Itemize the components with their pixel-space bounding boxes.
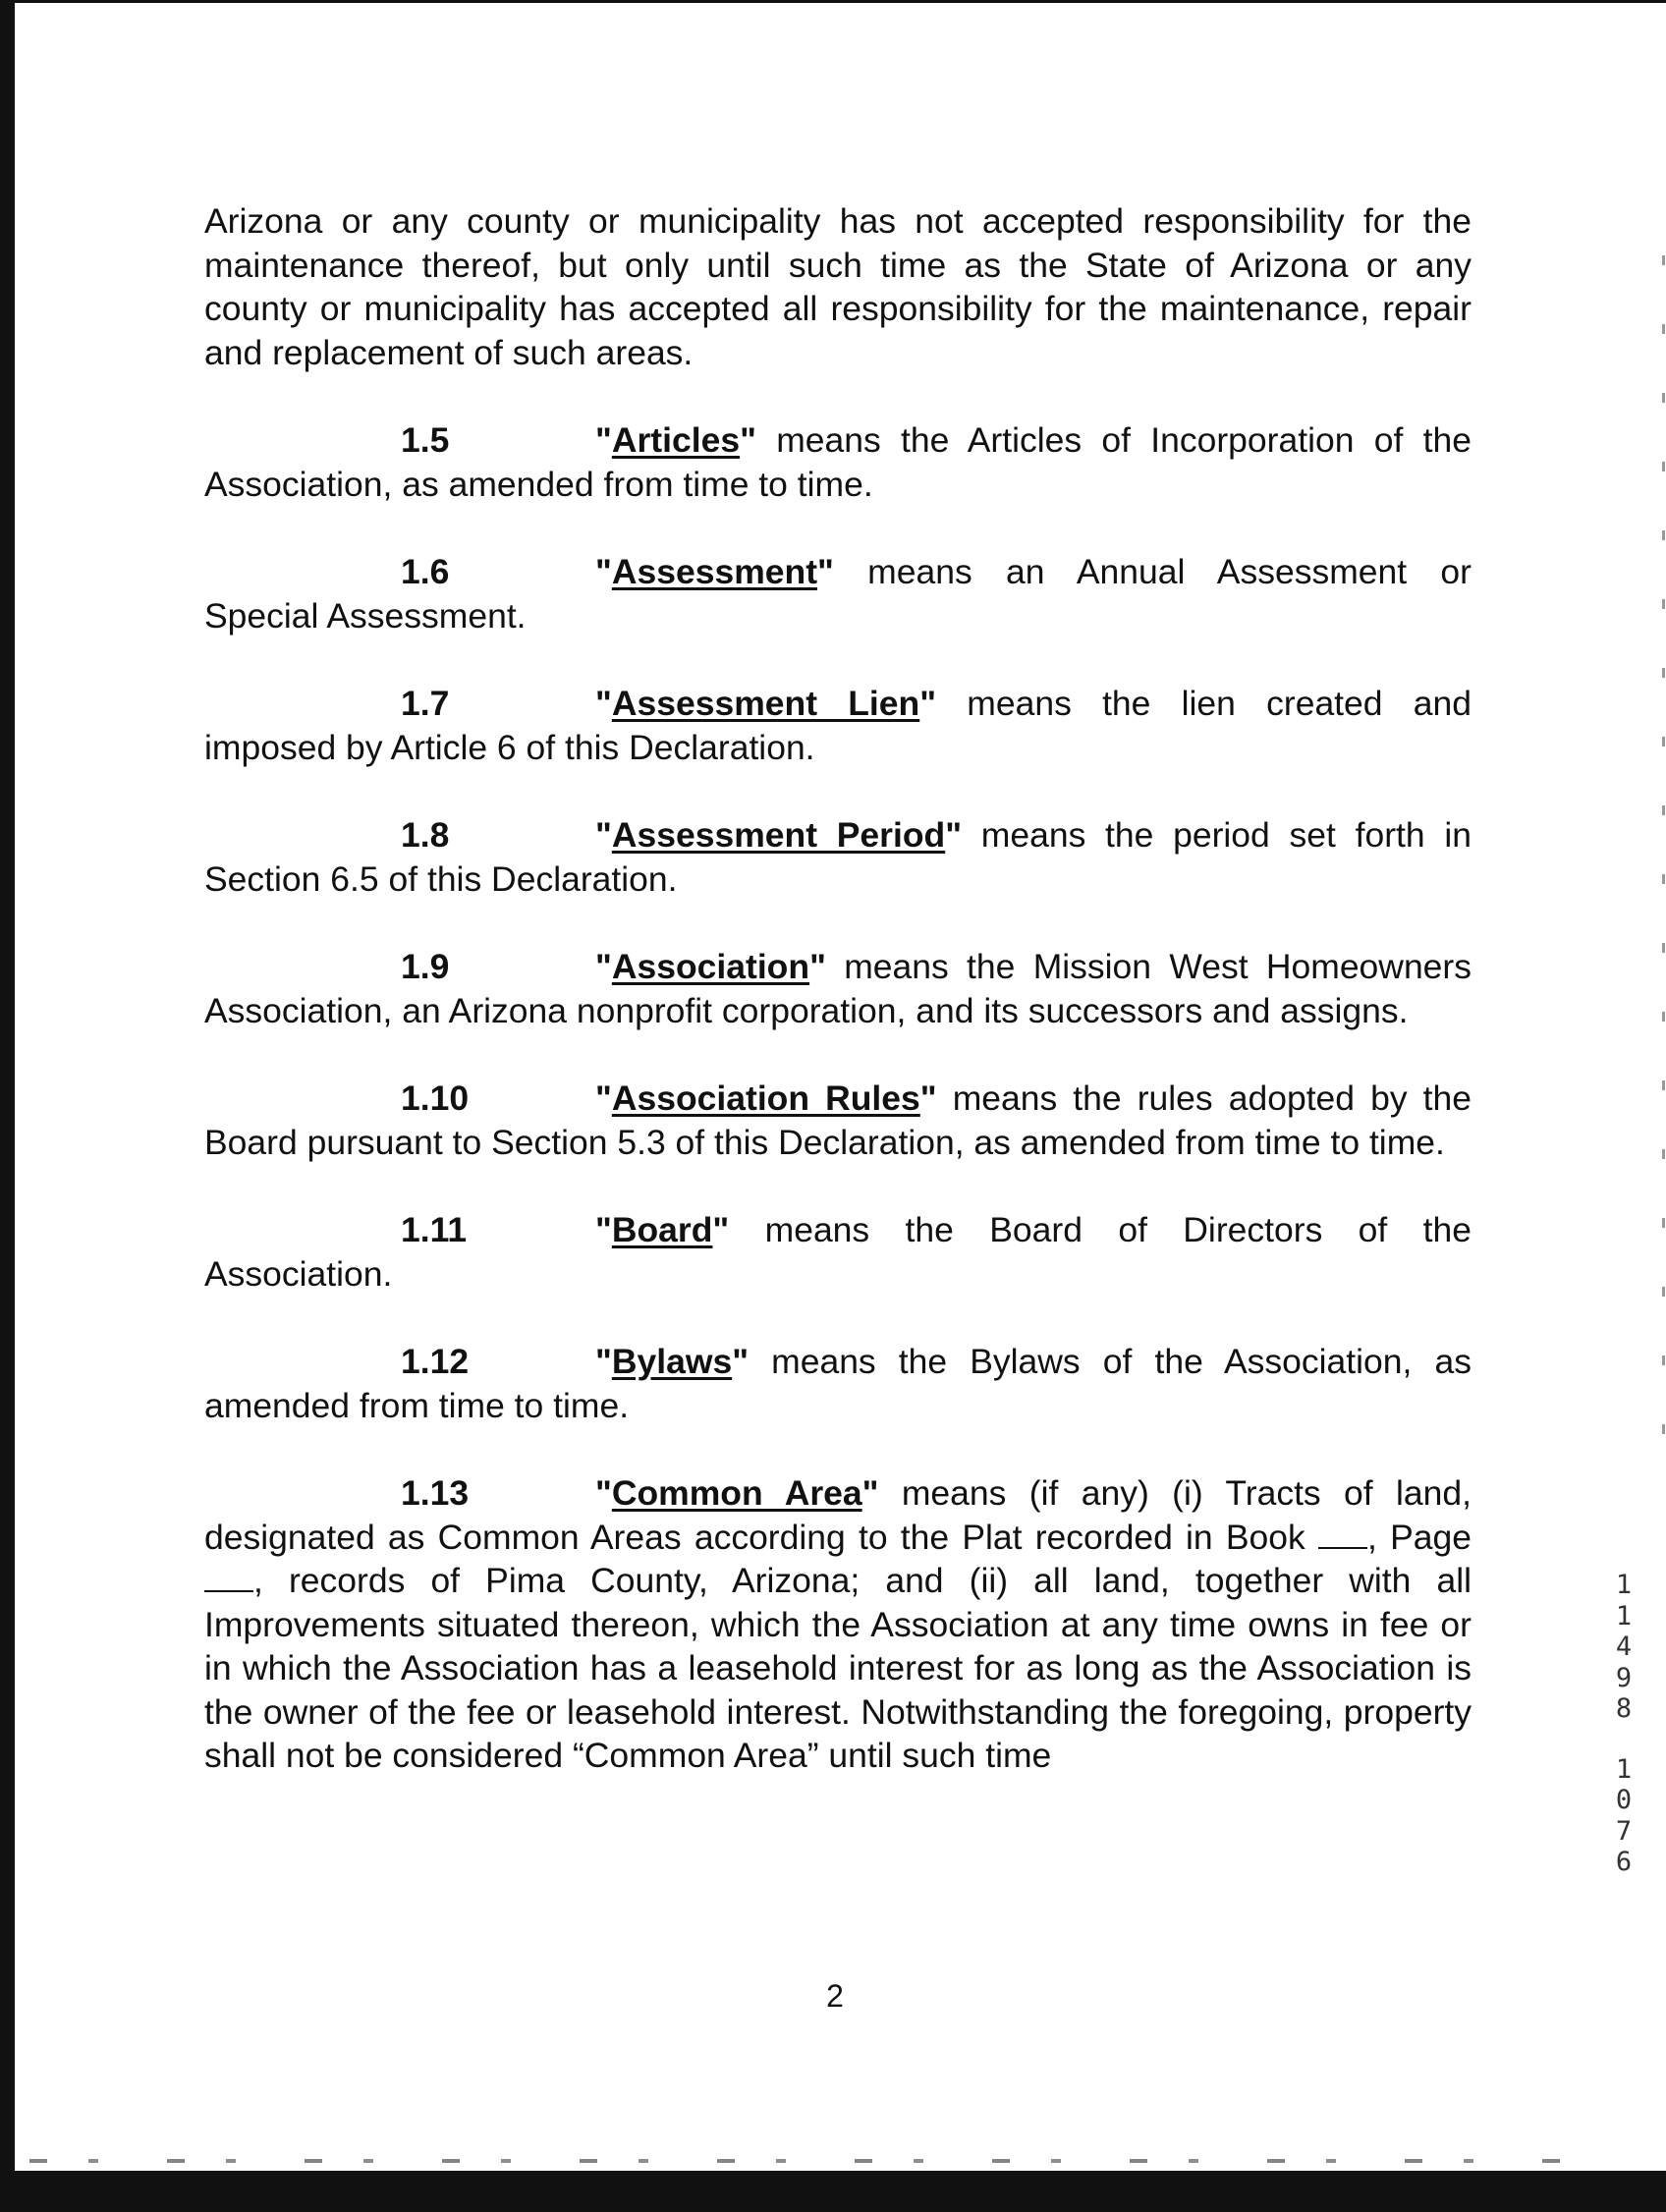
section-number: 1.7 bbox=[401, 684, 450, 723]
defined-term: "Bylaws" bbox=[595, 1342, 750, 1381]
section-number: 1.5 bbox=[401, 420, 450, 460]
definition-text: means the rules adopted by the Board pursuant to Section 5.3 of this Declaration, as amended from time to time. bbox=[204, 1078, 1472, 1162]
definition-1-8 bbox=[204, 813, 1472, 901]
stamp-digit: 1 bbox=[1615, 1753, 1633, 1785]
section-number: 1.6 bbox=[401, 552, 450, 591]
section-number: 1.10 bbox=[401, 1078, 470, 1118]
defined-term: "Association" bbox=[595, 947, 826, 986]
stamp-digit: 9 bbox=[1615, 1662, 1633, 1693]
definition-text: , records of Pima County, Arizona; and (ii) all land, together with all Improvements situated thereon, which the Association at any time owns in fee or in which the Association has a leasehold interest for as long as the Association is the owner of the fee or leasehold interest. Notwithstanding the foregoing, property shall not be considered “Common Area” until such time bbox=[204, 1561, 1472, 1775]
defined-term: "Assessment Lien" bbox=[595, 684, 937, 723]
definition-1-10 bbox=[204, 1077, 1472, 1164]
definition-text: means the Board of Directors of the Association. bbox=[204, 1210, 1472, 1294]
defined-term: "Association Rules" bbox=[595, 1078, 937, 1118]
scan-border-left bbox=[0, 0, 15, 2212]
defined-term: "Board" bbox=[595, 1210, 730, 1249]
definition-1-9 bbox=[204, 945, 1472, 1032]
definition-1-11 bbox=[204, 1208, 1472, 1296]
stamp-digit: 1 bbox=[1615, 1570, 1633, 1600]
definition-text: means the Mission West Homeowners Association, an Arizona nonprofit corporation, and its successors and assigns. bbox=[204, 947, 1472, 1030]
defined-term: "Common Area" bbox=[595, 1473, 879, 1513]
definition-text: means an Annual Assessment or Special Assessment. bbox=[204, 552, 1472, 636]
defined-term: "Articles" bbox=[595, 420, 756, 460]
recording-stamp bbox=[1611, 1570, 1637, 1878]
definition-1-12 bbox=[204, 1340, 1472, 1427]
section-number: 1.13 bbox=[401, 1473, 470, 1513]
stamp-digit: 4 bbox=[1615, 1631, 1633, 1662]
definition-text: means the lien created and imposed by Article 6 of this Declaration. bbox=[204, 684, 1472, 767]
section-number: 1.9 bbox=[401, 947, 450, 986]
scan-noise-right bbox=[1662, 255, 1665, 1434]
stamp-digit: 6 bbox=[1615, 1847, 1633, 1877]
page-blank-line bbox=[204, 1561, 253, 1592]
definition-1-13 bbox=[204, 1471, 1472, 1778]
definition-text: , Page bbox=[1367, 1517, 1472, 1557]
definition-text: means the period set forth in Section 6.5 of this Declaration. bbox=[204, 815, 1472, 899]
definition-1-7 bbox=[204, 682, 1472, 769]
stamp-digit: 8 bbox=[1615, 1693, 1633, 1724]
definition-text: means the Bylaws of the Association, as amended from time to time. bbox=[204, 1342, 1472, 1425]
stamp-digit: 7 bbox=[1615, 1815, 1633, 1847]
defined-term: "Assessment Period" bbox=[595, 815, 963, 855]
definition-1-5 bbox=[204, 418, 1472, 506]
section-number: 1.11 bbox=[401, 1210, 468, 1249]
continuation-paragraph: Arizona or any county or municipality has not accepted responsibility for the maintenance thereof, but only until such time as the State of Arizona or any county or municipality has accepted all responsibility for the maintenance, repair and replacement of such areas. bbox=[204, 201, 1472, 372]
stamp-gap bbox=[1611, 1725, 1637, 1754]
scan-noise-bottom bbox=[29, 2159, 1582, 2163]
book-blank-line bbox=[1318, 1518, 1367, 1549]
section-number: 1.8 bbox=[401, 815, 450, 855]
definition-text: means (if any) (i) Tracts of land, designated as Common Areas according to the Plat recorded in Book bbox=[204, 1473, 1472, 1557]
section-number: 1.12 bbox=[401, 1342, 470, 1381]
document-body bbox=[204, 199, 1472, 1822]
scan-border-top bbox=[0, 0, 1666, 3]
definition-text: means the Articles of Incorporation of the Association, as amended from time to time. bbox=[204, 420, 1472, 504]
defined-term: "Assessment" bbox=[595, 552, 834, 591]
page-number: 2 bbox=[826, 1978, 844, 2014]
definition-1-6 bbox=[204, 550, 1472, 637]
stamp-digit: 0 bbox=[1615, 1785, 1633, 1815]
stamp-digit: 1 bbox=[1615, 1600, 1633, 1631]
scan-border-bottom bbox=[0, 2171, 1666, 2212]
